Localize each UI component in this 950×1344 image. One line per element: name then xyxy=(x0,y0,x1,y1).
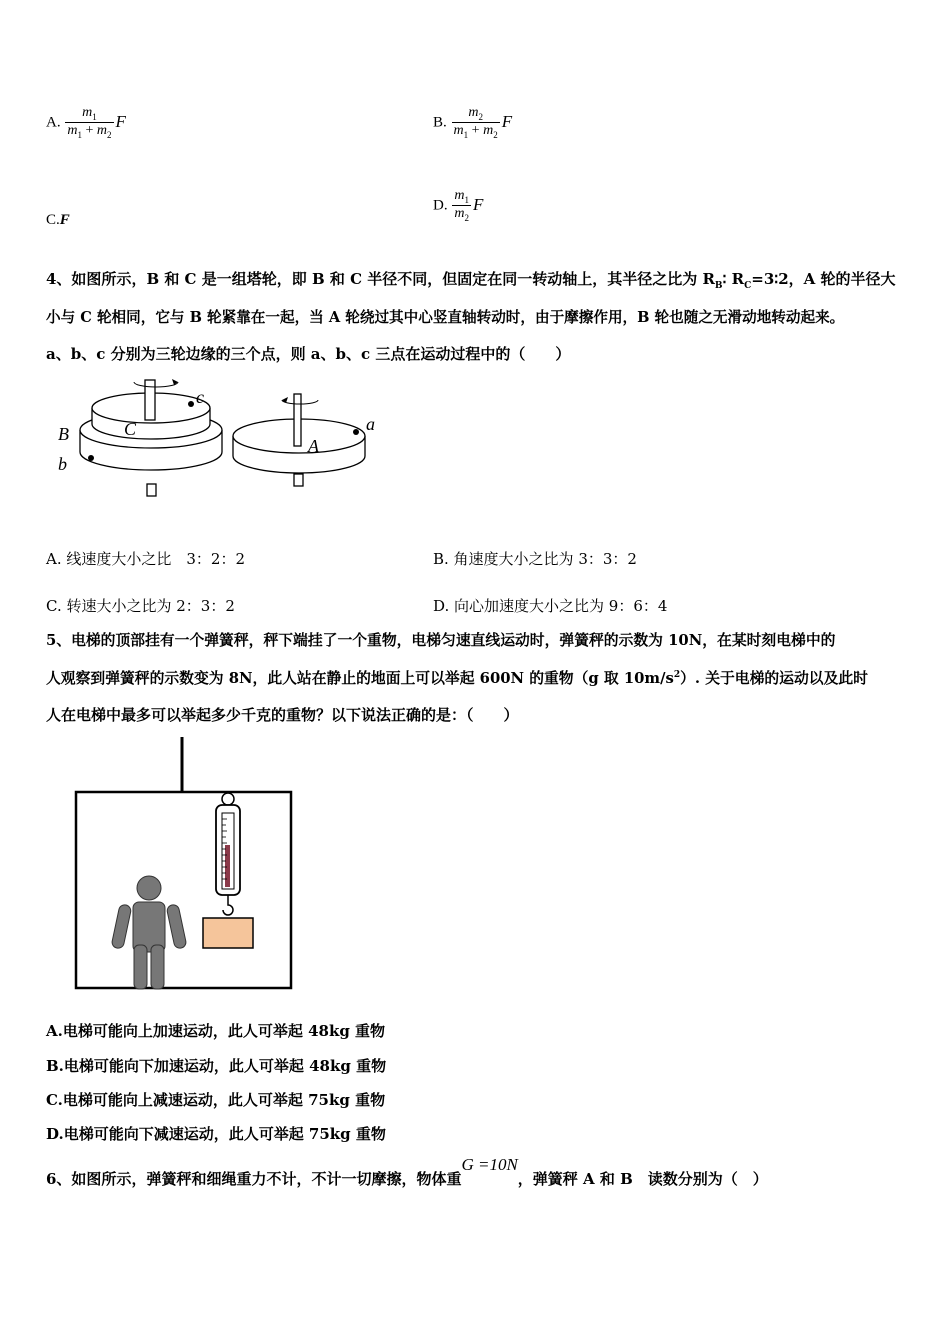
q4-option-a: A. 线速度大小之比 3：2：2 xyxy=(46,550,246,568)
label-B: B xyxy=(58,424,69,444)
fraction: $\frac{m_2}{m_1 + m_2}$ xyxy=(453,105,498,140)
weight-box xyxy=(203,918,253,948)
q5-option-b: B.电梯可能向下加速运动，此人可举起 48kg 重物 xyxy=(46,1057,387,1075)
q3-option-a xyxy=(46,105,126,140)
point-b xyxy=(88,455,94,461)
label-b: b xyxy=(58,454,67,474)
force-var: F xyxy=(473,195,484,215)
option-label: D. xyxy=(433,197,448,214)
point-a xyxy=(353,429,359,435)
q5-line-2: 人观察到弹簧秤的示数变为 8N，此人站在静止的地面上可以举起 600N 的重物（g 取 $10m/s^2$）. 关于电梯的运动以及此时 xyxy=(46,670,868,687)
force-var: F xyxy=(501,112,513,132)
q4-line-1: 4、如图所示，B 和 C 是一组塔轮，即 B 和 C 半径不同，但固定在同一转动轴上，其半径之比为 $R_B∶$ $R_C=3∶2$，A 轮的半径大 xyxy=(46,270,896,291)
q4-option-d: D. 向心加速度大小之比为 9：6：4 xyxy=(433,597,668,615)
elevator-figure xyxy=(70,735,300,995)
q4-option-b: B. 角速度大小之比为 3：3：2 xyxy=(433,550,637,568)
tower-wheel-figure xyxy=(50,372,390,502)
option-text: F xyxy=(59,212,70,228)
q3-option-b xyxy=(433,105,512,140)
q3-option-d xyxy=(433,188,483,223)
option-label: C. xyxy=(46,212,60,228)
q4-line-2: 小与 C 轮相同，它与 B 轮紧靠在一起，当 A 轮绕过其中心竖直轴转动时，由于摩擦作用，B 轮也随之无滑动地转动起来。 xyxy=(46,309,845,326)
label-c: c xyxy=(196,387,204,407)
point-c xyxy=(188,401,194,407)
q3-option-c xyxy=(46,210,70,229)
fraction: $\frac{m_1}{m_2}$ xyxy=(454,188,469,223)
q5-line-3: 人在电梯中最多可以举起多少千克的重物？以下说法正确的是：（ ） xyxy=(46,706,519,724)
force-var: F xyxy=(115,112,126,132)
math-G: G =10N xyxy=(461,1155,518,1174)
option-label: A. xyxy=(46,114,61,131)
q4-option-c: C. 转速大小之比为 2：3：2 xyxy=(46,597,235,615)
fraction: $\frac{m_1}{m_1 + m_2}$ xyxy=(67,105,112,140)
option-label: B. xyxy=(433,114,447,131)
q5-line-1: 5、电梯的顶部挂有一个弹簧秤，秤下端挂了一个重物，电梯匀速直线运动时，弹簧秤的示数为 10N，在某时刻电梯中的 xyxy=(46,632,836,649)
label-a: a xyxy=(366,414,375,434)
q5-option-d: D.电梯可能向下减速运动，此人可举起 75kg 重物 xyxy=(46,1125,386,1143)
label-A: A xyxy=(308,436,319,456)
label-C: C xyxy=(124,419,137,439)
q6-line: 6、如图所示，弹簧秤和细绳重力不计，不计一切摩擦，物体重G =10N，弹簧秤 A 和 B 读数分别为（ ） xyxy=(46,1155,768,1188)
q5-option-c: C.电梯可能向上减速运动，此人可举起 75kg 重物 xyxy=(46,1091,386,1109)
q5-option-a: A.电梯可能向上加速运动，此人可举起 48kg 重物 xyxy=(46,1022,386,1040)
q4-line-3: a、b、c 分别为三轮边缘的三个点，则 a、b、c 三点在运动过程中的（ ） xyxy=(46,345,571,363)
